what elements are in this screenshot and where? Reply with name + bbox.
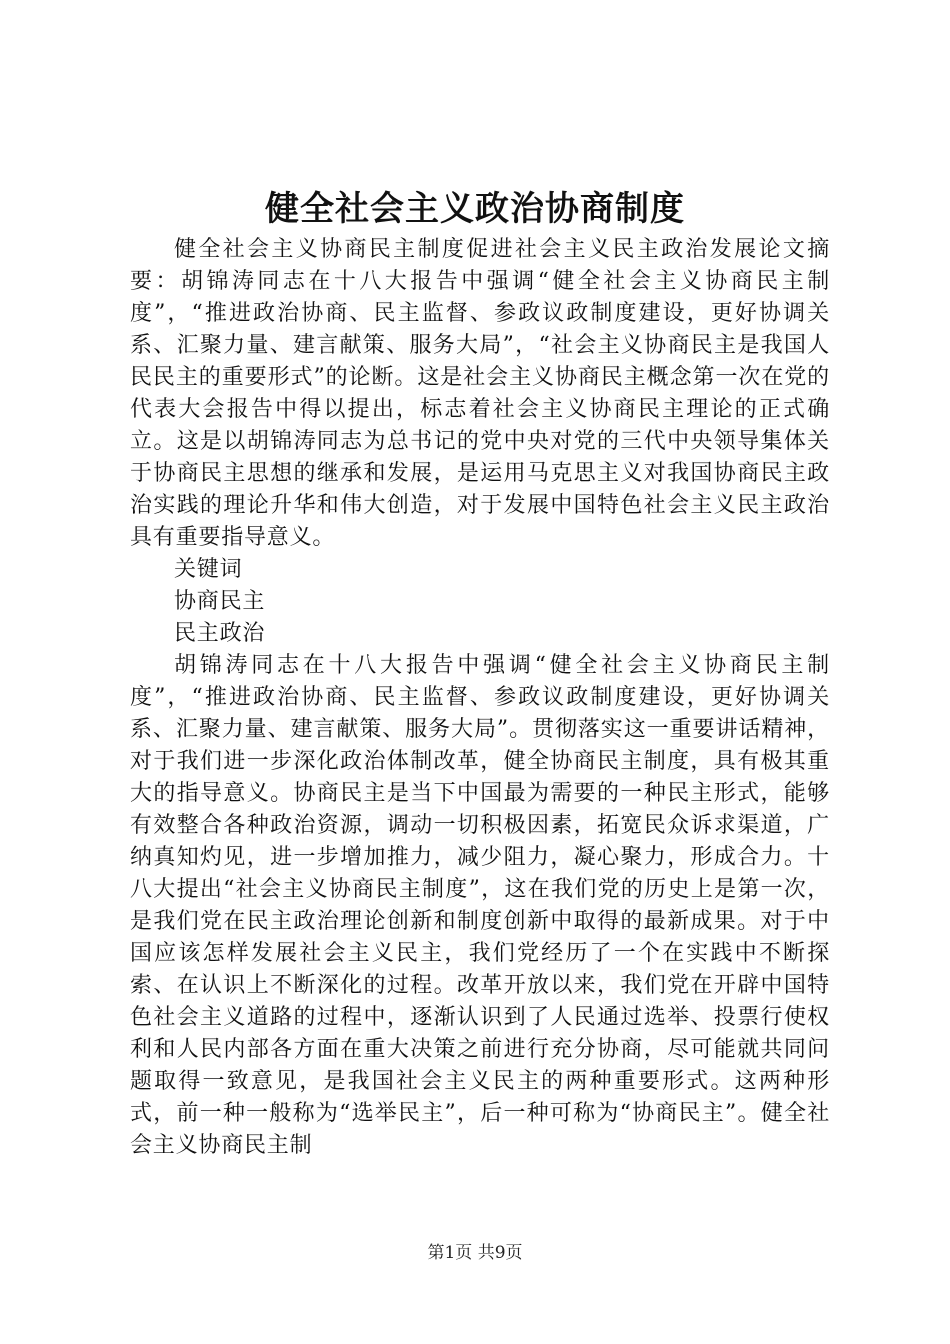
page-footer: 第1页 共9页 [427, 1243, 523, 1263]
abstract-paragraph: 健全社会主义协商民主制度促进社会主义民主政治发展论文摘要：胡锦涛同志在十八大报告中强调“健全社会主义协商民主制度”，“推进政治协商、民主监督、参政议政制度建设，更好协调关系、汇聚力量、建言献策、服务大局”，“社会主义协商民主是我国人民民主的重要形式”的论断。这是社会主义协商民主概念第一次在党的代表大会报告中得以提出，标志着社会主义协商民主理论的正式确立。这是以胡锦涛同志为总书记的党中央对党的三代中央领导集体关于协商民主思想的继承和发展，是运用马克思主义对我国协商民主政治实践的理论升华和伟大创造，对于发展中国特色社会主义民主政治具有重要指导意义。 [130, 237, 830, 550]
body-paragraph: 胡锦涛同志在十八大报告中强调“健全社会主义协商民主制度”，“推进政治协商、民主监督、参政议政制度建设，更好协调关系、汇聚力量、建言献策、服务大局”。贯彻落实这一重要讲话精神，对于我们进一步深化政治体制改革，健全协商民主制度，具有极其重大的指导意义。协商民主是当下中国最为需要的一种民主形式，能够有效整合各种政治资源，调动一切积极因素，拓宽民众诉求渠道，广纳真知灼见，进一步增加推力，减少阻力，凝心聚力，形成合力。十八大提出“社会主义协商民主制度”，这在我们党的历史上是第一次，是我们党在民主政治理论创新和制度创新中取得的最新成果。对于中国应该怎样发展社会主义民主，我们党经历了一个在实践中不断探索、在认识上不断深化的过程。改革开放以来，我们党在开辟中国特色社会主义道路的过程中，逐渐认识到了人民通过选举、投票行使权利和人民内部各方面在重大决策之前进行充分协商，尽可能就共同问题取得一致意见，是我国社会主义民主的两种重要形式。这两种形式，前一种一般称为“选举民主”，后一种可称为“协商民主”。健全社会主义协商民主制 [130, 653, 830, 1158]
keyword-item: 民主政治 [174, 621, 266, 646]
keywords-heading: 关键词 [174, 557, 243, 582]
document-body [130, 234, 830, 1162]
document-title: 健全社会主义政治协商制度 [265, 189, 685, 229]
keyword-item: 协商民主 [174, 589, 266, 614]
